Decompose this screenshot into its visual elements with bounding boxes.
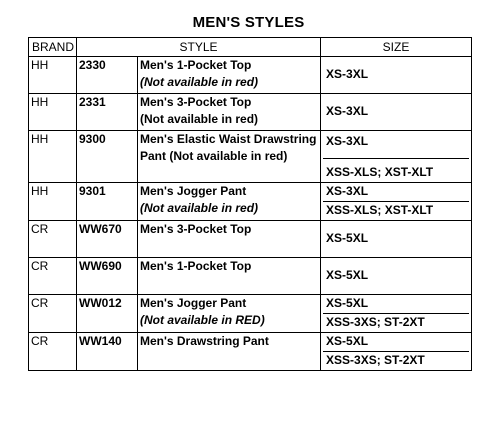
mens-styles-table <box>28 37 472 371</box>
table-row <box>29 221 472 258</box>
style-description-cell <box>138 295 321 333</box>
size-range-tall-short: XSS-XLS; XST-XLT <box>326 165 434 179</box>
style-name: Men's Jogger Pant <box>140 184 247 198</box>
size-cell <box>321 258 472 295</box>
brand-cell: CR <box>29 258 77 295</box>
size-range: XS-5XL <box>326 268 369 282</box>
style-description-cell <box>138 57 321 94</box>
size-range: XS-3XL <box>323 131 469 159</box>
style-description-cell <box>138 183 321 221</box>
style-description-cell <box>138 221 321 258</box>
size-range: XS-5XL <box>323 295 469 314</box>
style-code-cell: WW140 <box>77 333 138 371</box>
table-row <box>29 295 472 333</box>
size-range: XS-5XL <box>323 333 469 352</box>
size-cell <box>321 183 472 221</box>
style-description-cell <box>138 94 321 131</box>
table-row <box>29 131 472 183</box>
style-code-cell: 2331 <box>77 94 138 131</box>
table-row <box>29 258 472 295</box>
style-name: Men's 1-Pocket Top <box>140 259 252 273</box>
size-header: SIZE <box>321 38 472 57</box>
brand-cell: HH <box>29 183 77 221</box>
size-cell <box>321 131 472 183</box>
size-range: XS-3XL <box>326 104 369 118</box>
style-code-cell: WW670 <box>77 221 138 258</box>
style-description-cell <box>138 258 321 295</box>
table-body <box>29 57 472 371</box>
size-range-tall-short: XSS-XLS; XST-XLT <box>326 203 434 217</box>
size-cell <box>321 94 472 131</box>
availability-note: (Not available in red) <box>140 112 259 126</box>
size-cell <box>321 221 472 258</box>
style-name: Men's 3-Pocket Top <box>140 222 252 236</box>
style-code-cell: WW012 <box>77 295 138 333</box>
brand-cell: HH <box>29 131 77 183</box>
page-title: MEN'S STYLES <box>192 14 305 31</box>
style-code-cell: 9300 <box>77 131 138 183</box>
availability-note: (Not available in red) <box>140 201 259 215</box>
availability-note: (Not available in RED) <box>140 313 265 327</box>
brand-cell: HH <box>29 57 77 94</box>
style-code-cell: 2330 <box>77 57 138 94</box>
header-row <box>29 38 472 57</box>
size-cell <box>321 57 472 94</box>
size-cell <box>321 333 472 371</box>
brand-header: BRAND <box>29 38 77 57</box>
size-range: XS-3XL <box>323 183 469 202</box>
style-code-cell: 9301 <box>77 183 138 221</box>
size-range: XS-5XL <box>326 231 369 245</box>
size-range-tall-short: XSS-3XS; ST-2XT <box>326 315 425 329</box>
table-row <box>29 183 472 221</box>
availability-note: (Not available in red) <box>140 75 259 89</box>
style-description-cell <box>138 131 321 183</box>
size-range-tall-short: XSS-3XS; ST-2XT <box>326 353 425 367</box>
style-name: Men's Jogger Pant <box>140 296 247 310</box>
brand-cell: CR <box>29 333 77 371</box>
style-name: Men's 1-Pocket Top <box>140 58 252 72</box>
style-name: Men's 3-Pocket Top <box>140 95 252 109</box>
table-row <box>29 94 472 131</box>
style-description-cell <box>138 333 321 371</box>
brand-cell: CR <box>29 295 77 333</box>
table-row <box>29 57 472 94</box>
style-name: Men's Elastic Waist Drawstring Pant (Not available in red) <box>140 132 317 163</box>
style-code-cell: WW690 <box>77 258 138 295</box>
size-range: XS-3XL <box>326 67 369 81</box>
style-header: STYLE <box>77 38 321 57</box>
style-name: Men's Drawstring Pant <box>140 334 269 348</box>
table-row <box>29 333 472 371</box>
brand-cell: CR <box>29 221 77 258</box>
brand-cell: HH <box>29 94 77 131</box>
size-cell <box>321 295 472 333</box>
